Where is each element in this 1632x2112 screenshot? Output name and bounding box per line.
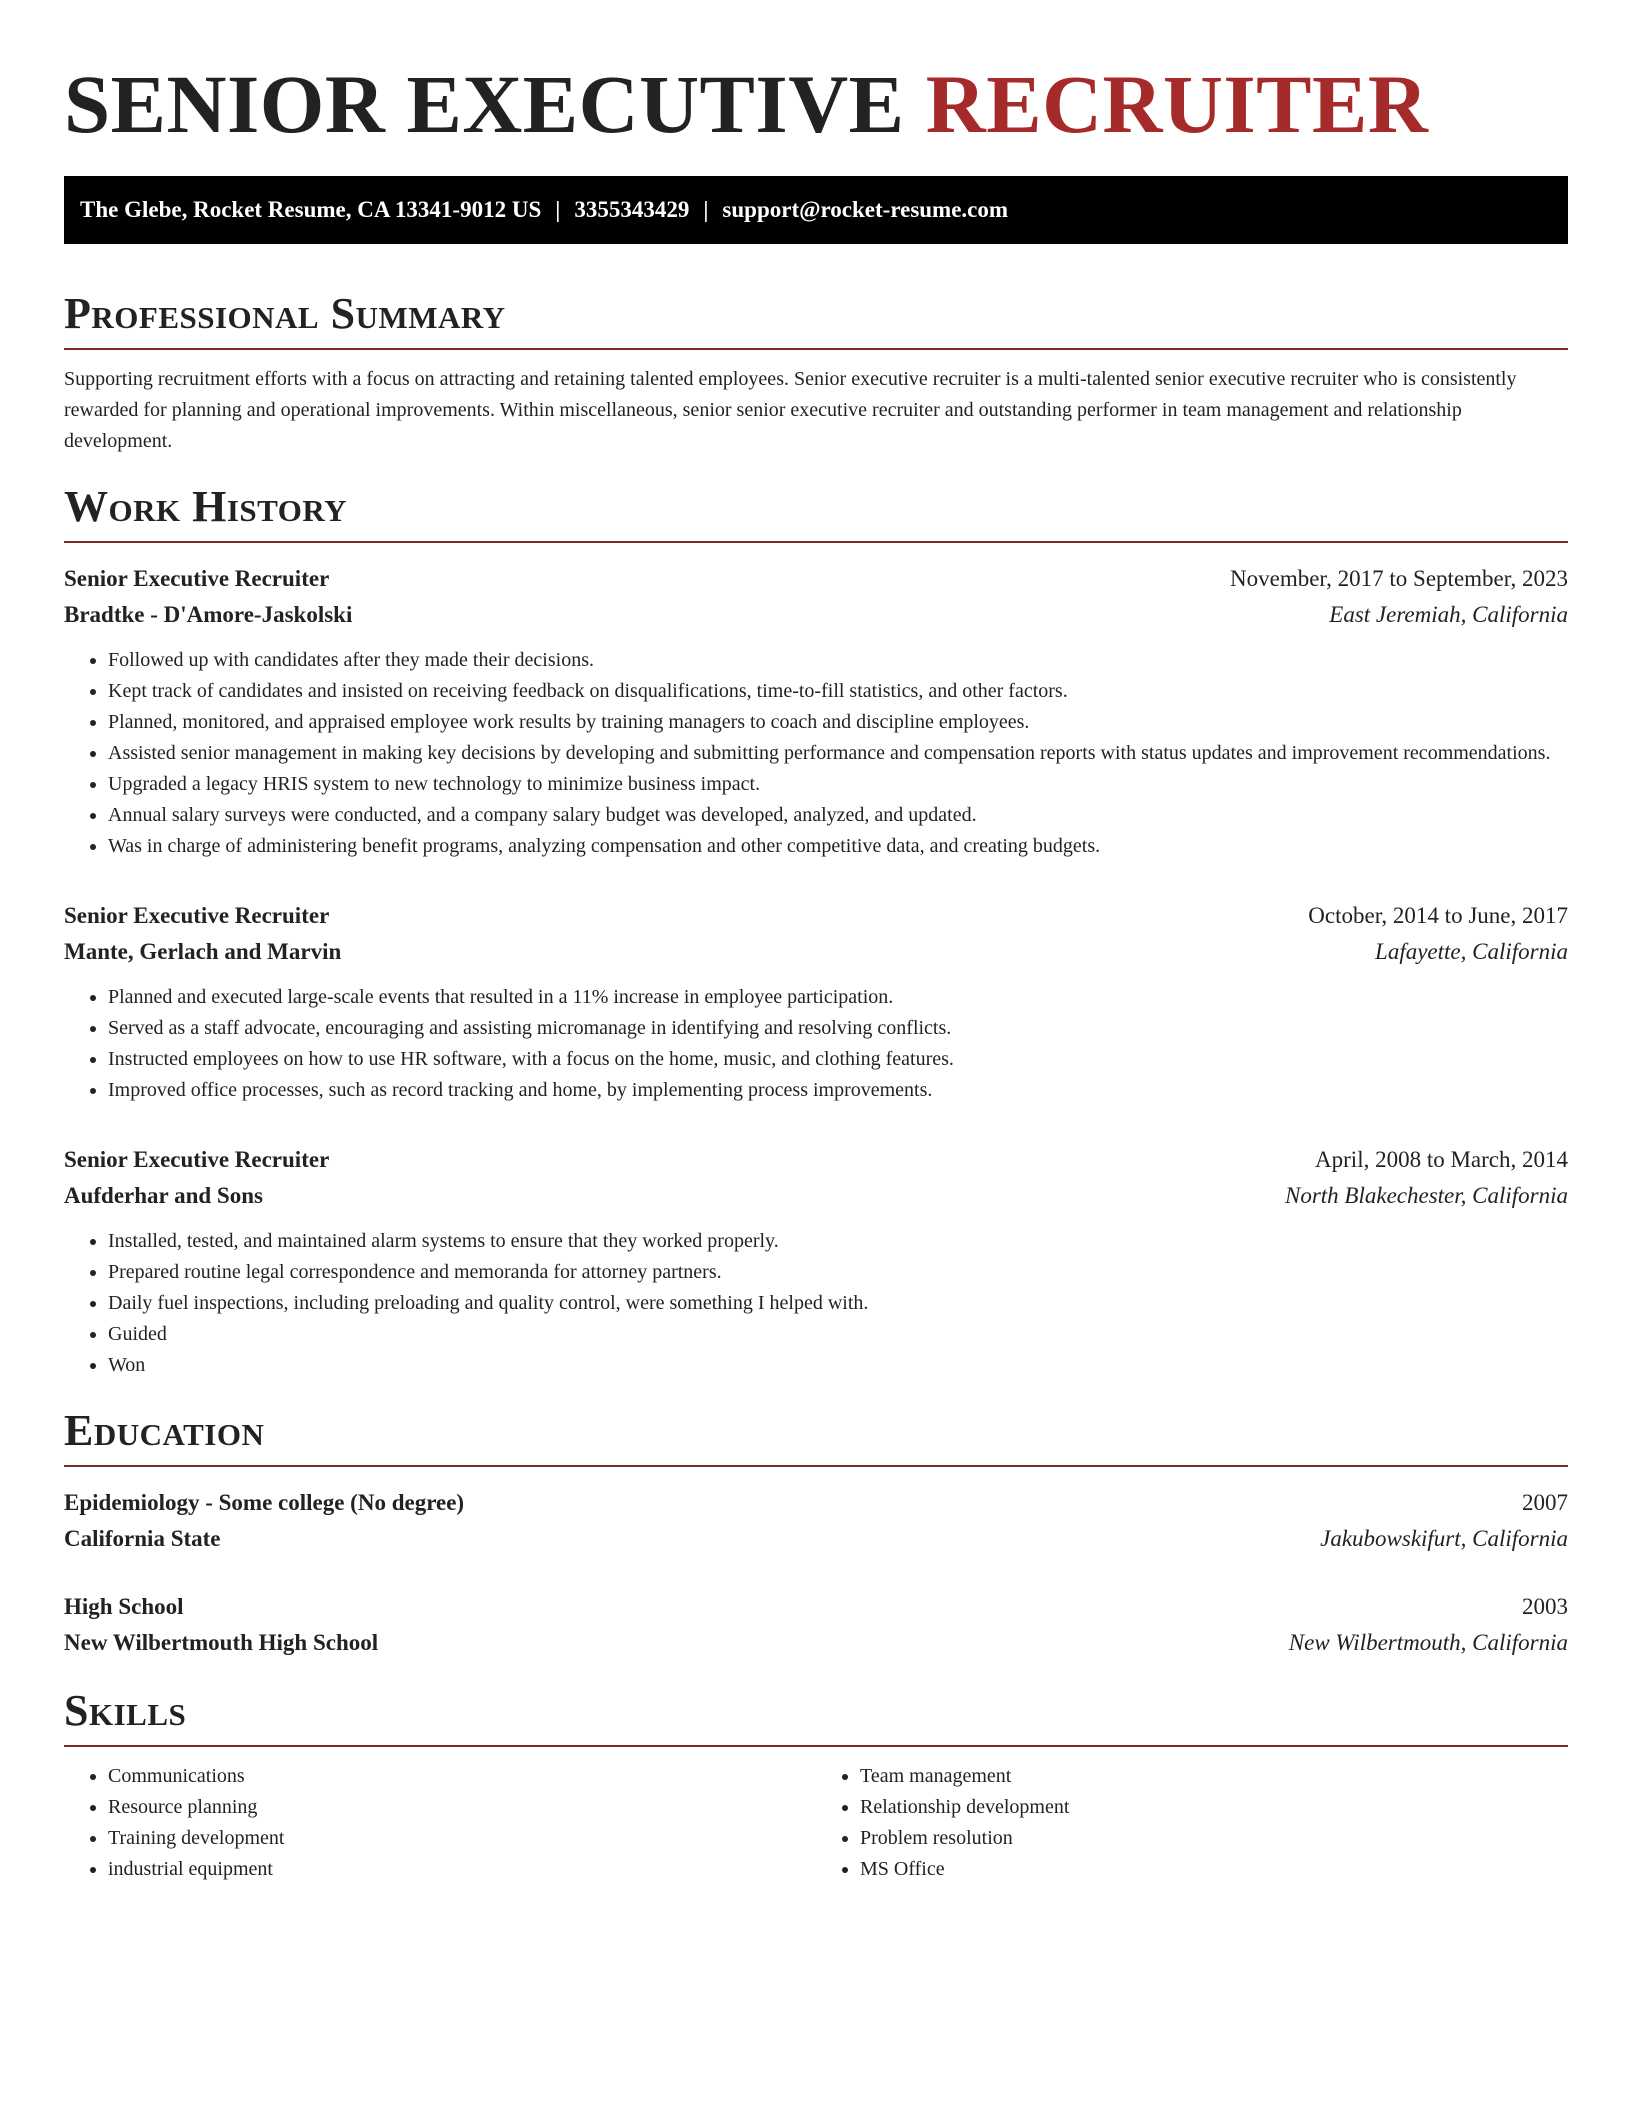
job-bullet: • Assisted senior management in making key decisions by developing and submitting performance and compensation reports with status updates and improvement recommendations. (108, 738, 1568, 769)
education-school: California State (64, 1526, 221, 1551)
work-history-heading: Work History (64, 481, 1568, 543)
skills-column-right (816, 1761, 1568, 1885)
education-entry (64, 1589, 1568, 1661)
job-location: North Blakechester, California (1284, 1183, 1568, 1208)
education-degree-row (64, 1485, 1568, 1521)
job-company-row (64, 597, 1568, 633)
job-company: Mante, Gerlach and Marvin (64, 939, 342, 964)
job-bullet: • Kept track of candidates and insisted on receiving feedback on disqualifications, time-to-fill statistics, and other factors. (108, 676, 1568, 707)
education-heading: Education (64, 1405, 1568, 1467)
job-bullets (64, 982, 1568, 1106)
skills-list (64, 1761, 1568, 1885)
job-bullet: • Planned and executed large-scale events that resulted in a 11% increase in employee participation. (108, 982, 1568, 1013)
education-location: New Wilbertmouth, California (1288, 1630, 1568, 1655)
job-bullets (64, 1226, 1568, 1381)
job-header-row (64, 898, 1568, 934)
resume-name (64, 0, 1568, 154)
job-entry (64, 561, 1568, 862)
job-bullet: • Served as a staff advocate, encouraging and assisting micromanage in identifying and resolving conflicts. (108, 1013, 1568, 1044)
job-bullet: • Was in charge of administering benefit programs, analyzing compensation and other competitive data, and creating budgets. (108, 831, 1568, 862)
education-school-row (64, 1625, 1568, 1661)
education-year: 2003 (1522, 1594, 1568, 1619)
job-bullets (64, 645, 1568, 862)
job-title: Senior Executive Recruiter (64, 1147, 330, 1172)
name-first: SENIOR EXECUTIVE (64, 58, 905, 150)
education-location: Jakubowskifurt, California (1320, 1526, 1568, 1551)
skill-item: • Problem resolution (860, 1823, 1568, 1854)
job-entry (64, 898, 1568, 1106)
contact-separator: | (555, 197, 561, 222)
contact-phone: 3355343429 (574, 197, 690, 222)
job-dates: October, 2014 to June, 2017 (1308, 903, 1568, 928)
skills-heading: Skills (64, 1685, 1568, 1747)
name-last: RECRUITER (925, 58, 1429, 150)
job-company-row (64, 934, 1568, 970)
job-bullet: • Guided (108, 1319, 1568, 1350)
skills-section (64, 1685, 1568, 1885)
job-bullet: • Installed, tested, and maintained alarm systems to ensure that they worked properly. (108, 1226, 1568, 1257)
job-header-row (64, 1142, 1568, 1178)
contact-bar (64, 176, 1568, 244)
summary-section (64, 288, 1568, 457)
work-history-section (64, 481, 1568, 1381)
summary-heading: Professional Summary (64, 288, 1568, 350)
job-bullet: • Daily fuel inspections, including preloading and quality control, were something I helped with. (108, 1288, 1568, 1319)
skill-item: • Communications (108, 1761, 816, 1792)
job-bullet: • Upgraded a legacy HRIS system to new technology to minimize business impact. (108, 769, 1568, 800)
education-degree-row (64, 1589, 1568, 1625)
job-bullet: • Planned, monitored, and appraised employee work results by training managers to coach and discipline employees. (108, 707, 1568, 738)
contact-separator: | (703, 197, 709, 222)
job-bullet: • Improved office processes, such as record tracking and home, by implementing process improvements. (108, 1075, 1568, 1106)
job-title: Senior Executive Recruiter (64, 566, 330, 591)
job-entry (64, 1142, 1568, 1381)
job-title: Senior Executive Recruiter (64, 903, 330, 928)
job-bullet: • Prepared routine legal correspondence and memoranda for attorney partners. (108, 1257, 1568, 1288)
job-dates: November, 2017 to September, 2023 (1230, 566, 1568, 591)
contact-address: The Glebe, Rocket Resume, CA 13341-9012 US (80, 197, 542, 222)
job-company: Aufderhar and Sons (64, 1183, 263, 1208)
contact-email: support@rocket-resume.com (722, 197, 1009, 222)
skills-column-left (64, 1761, 816, 1885)
education-degree: High School (64, 1594, 184, 1619)
job-location: East Jeremiah, California (1329, 602, 1568, 627)
job-bullet: • Instructed employees on how to use HR software, with a focus on the home, music, and clothing features. (108, 1044, 1568, 1075)
job-header-row (64, 561, 1568, 597)
skill-item: • Team management (860, 1761, 1568, 1792)
skill-item: • Relationship development (860, 1792, 1568, 1823)
skill-item: • Training development (108, 1823, 816, 1854)
education-degree: Epidemiology - Some college (No degree) (64, 1490, 465, 1515)
job-bullet: • Annual salary surveys were conducted, and a company salary budget was developed, analyzed, and updated. (108, 800, 1568, 831)
skill-item: • Resource planning (108, 1792, 816, 1823)
job-location: Lafayette, California (1375, 939, 1568, 964)
education-entry (64, 1485, 1568, 1557)
education-year: 2007 (1522, 1490, 1568, 1515)
skill-item: • MS Office (860, 1854, 1568, 1885)
summary-text: Supporting recruitment efforts with a focus on attracting and retaining talented employees. Senior executive recruiter is a multi-talented senior executive recruiter who is consistently rewarded for planning and operational improvements. Within miscellaneous, senior senior executive recruiter and outstanding performer in team management and relationship development. (64, 368, 1517, 452)
job-company-row (64, 1178, 1568, 1214)
job-bullet: • Followed up with candidates after they made their decisions. (108, 645, 1568, 676)
resume-page (64, 0, 1568, 1885)
job-bullet: • Won (108, 1350, 1568, 1381)
education-school: New Wilbertmouth High School (64, 1630, 379, 1655)
job-dates: April, 2008 to March, 2014 (1315, 1147, 1568, 1172)
education-section (64, 1405, 1568, 1661)
job-company: Bradtke - D'Amore-Jaskolski (64, 602, 353, 627)
education-school-row (64, 1521, 1568, 1557)
skill-item: • industrial equipment (108, 1854, 816, 1885)
